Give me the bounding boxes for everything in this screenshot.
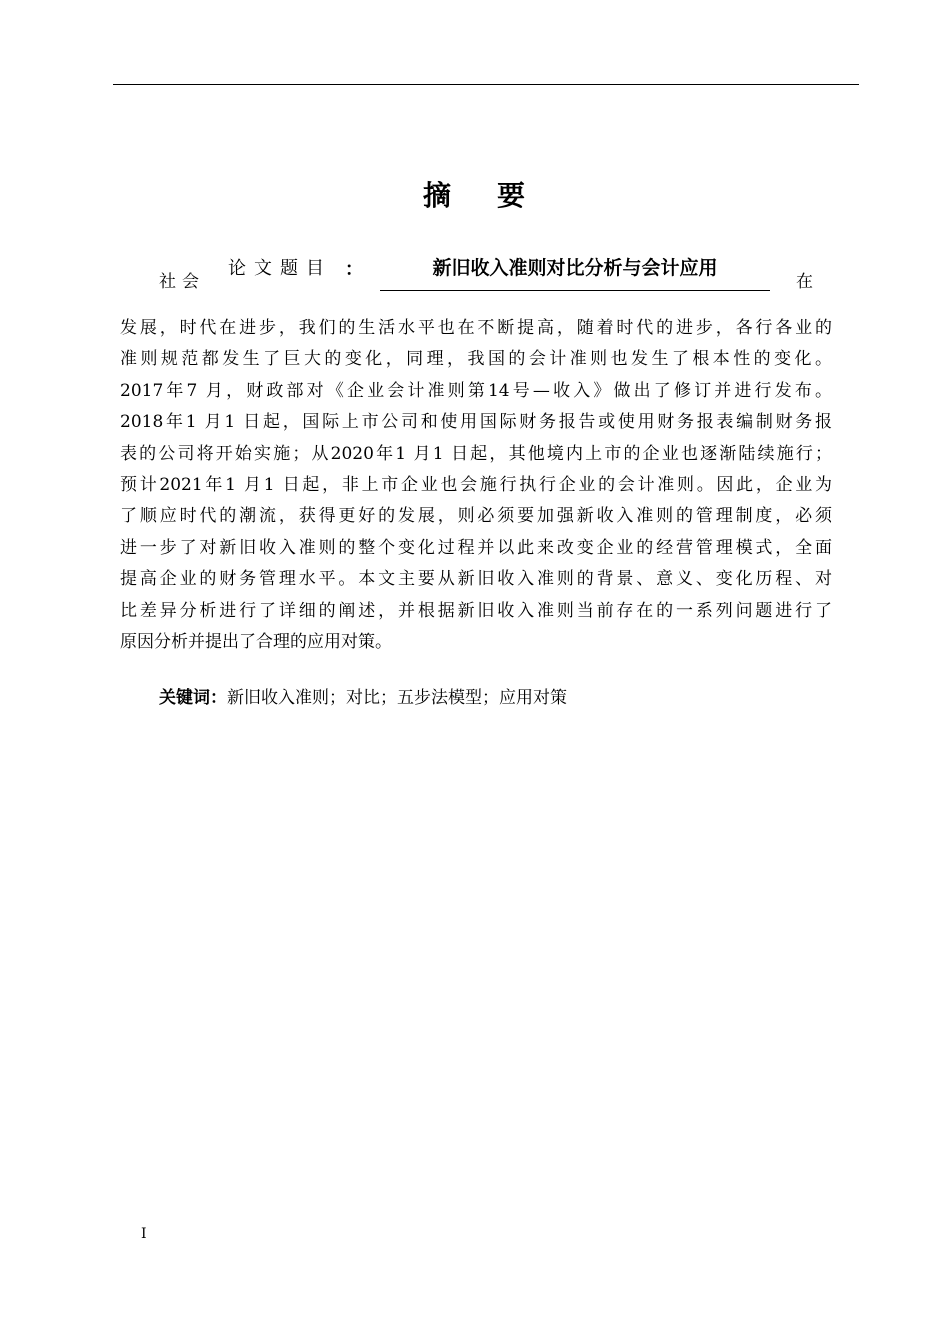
abstract-line: 准则规范都发生了巨大的变化，同理，我国的会计准则也发生了根本性的变化。 <box>120 349 832 370</box>
abstract-lead-left: 社会 <box>159 272 205 292</box>
abstract-line: 2018年1 月1 日起，国际上市公司和使用国际财务报告或使用财务报表编制财务报 <box>120 412 832 433</box>
abstract-heading <box>0 178 950 214</box>
abstract-line: 比差异分析进行了详细的阐述，并根据新旧收入准则当前存在的一系列问题进行了 <box>120 600 832 621</box>
thesis-title-colon: ： <box>345 259 363 280</box>
abstract-line: 提高企业的财务管理水平。本文主要从新旧收入准则的背景、意义、变化历程、对 <box>120 569 832 590</box>
abstract-line: 表的公司将开始实施；从2020年1 月1 日起，其他境内上市的企业也逐渐陆续施行； <box>120 443 832 464</box>
keywords <box>159 686 567 710</box>
abstract-line: 发展，时代在进步，我们的生活水平也在不断提高，随着时代的进步，各行各业的 <box>120 318 832 338</box>
heading-char-2: 要 <box>497 179 528 212</box>
thesis-title-label: 论文题目 <box>228 258 332 279</box>
keywords-label: 关键词： <box>159 688 227 708</box>
keywords-value: 新旧收入准则；对比；五步法模型；应用对策 <box>227 688 567 708</box>
thesis-title-underline <box>380 290 770 291</box>
abstract-lead-right: 在 <box>796 272 813 292</box>
page-number: I <box>141 1226 147 1242</box>
abstract-line: 了顺应时代的潮流，获得更好的发展，则必须要加强新收入准则的管理制度，必须 <box>120 506 832 527</box>
heading-char-1: 摘 <box>422 179 453 212</box>
header-rule <box>113 84 859 85</box>
abstract-line: 预计2021年1 月1 日起，非上市企业也会施行执行企业的会计准则。因此，企业为 <box>120 474 832 495</box>
thesis-title-value: 新旧收入准则对比分析与会计应用 <box>432 257 718 279</box>
abstract-line: 进一步了对新旧收入准则的整个变化过程并以此来改变企业的经营管理模式，全面 <box>120 537 832 558</box>
abstract-body <box>120 313 832 658</box>
abstract-line: 2017年7 月，财政部对《企业会计准则第14号—收入》做出了修订并进行发布。 <box>120 380 832 401</box>
abstract-line: 原因分析并提出了合理的应用对策。 <box>120 631 392 652</box>
